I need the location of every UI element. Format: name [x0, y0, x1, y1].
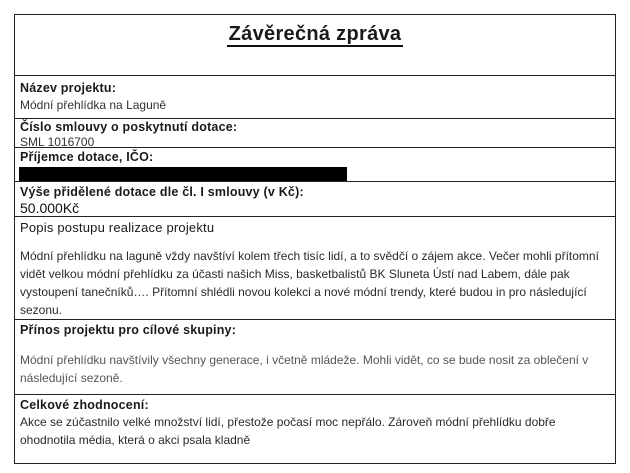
contract-number-section	[15, 118, 615, 147]
contract-number-label: Číslo smlouvy o poskytnutí dotace:	[20, 120, 238, 134]
benefit-label: Přínos projektu pro cílové skupiny:	[20, 323, 237, 337]
document-title: Závěrečná zpráva	[228, 23, 402, 45]
recipient-section	[15, 147, 615, 181]
redaction-bar	[19, 167, 347, 182]
amount-value: 50.000Kč	[20, 200, 80, 216]
contract-number-value: SML 1016700	[20, 135, 95, 149]
project-name-label: Název projektu:	[20, 81, 117, 95]
project-name-section	[15, 75, 615, 118]
recipient-label: Příjemce dotace, IČO:	[20, 150, 154, 164]
benefit-text: Módní přehlídku navštívily všechny generace, i včetně mládeže. Mohli vidět, co se bude nosit za oblečení v následující sezoně.	[20, 353, 589, 385]
evaluation-text: Akce se zúčastnilo velké množství lidí, přestože počasí moc nepřálo. Zároveň módní přehlídku dobře ohodnotila média, která o akci psala kladně	[20, 415, 556, 447]
evaluation-label: Celkové zhodnocení:	[20, 398, 149, 412]
process-section	[15, 216, 615, 319]
amount-label: Výše přidělené dotace dle čl. I smlouvy (v Kč):	[20, 185, 304, 199]
title-section	[15, 15, 615, 75]
amount-section	[15, 181, 615, 216]
process-label: Popis postupu realizace projektu	[20, 220, 215, 235]
project-name-value: Módní přehlídka na Laguně	[20, 98, 167, 112]
benefit-section	[15, 319, 615, 394]
evaluation-section	[15, 394, 615, 463]
report-page	[14, 14, 616, 464]
process-text: Módní přehlídku na laguně vždy navštíví kolem třech tisíc lidí, a to svědčí o zájem akce. Večer mohli přítomní vidět velkou módní přehlídku za účasti našich Miss, basketbalistů BK Sluneta Ústí nad Labem, dále pak vystoupení tanečníků…. Přítomní shlédli novou kolekci a nové módní trendy, které budou in pro následující sezonu.	[20, 249, 599, 317]
